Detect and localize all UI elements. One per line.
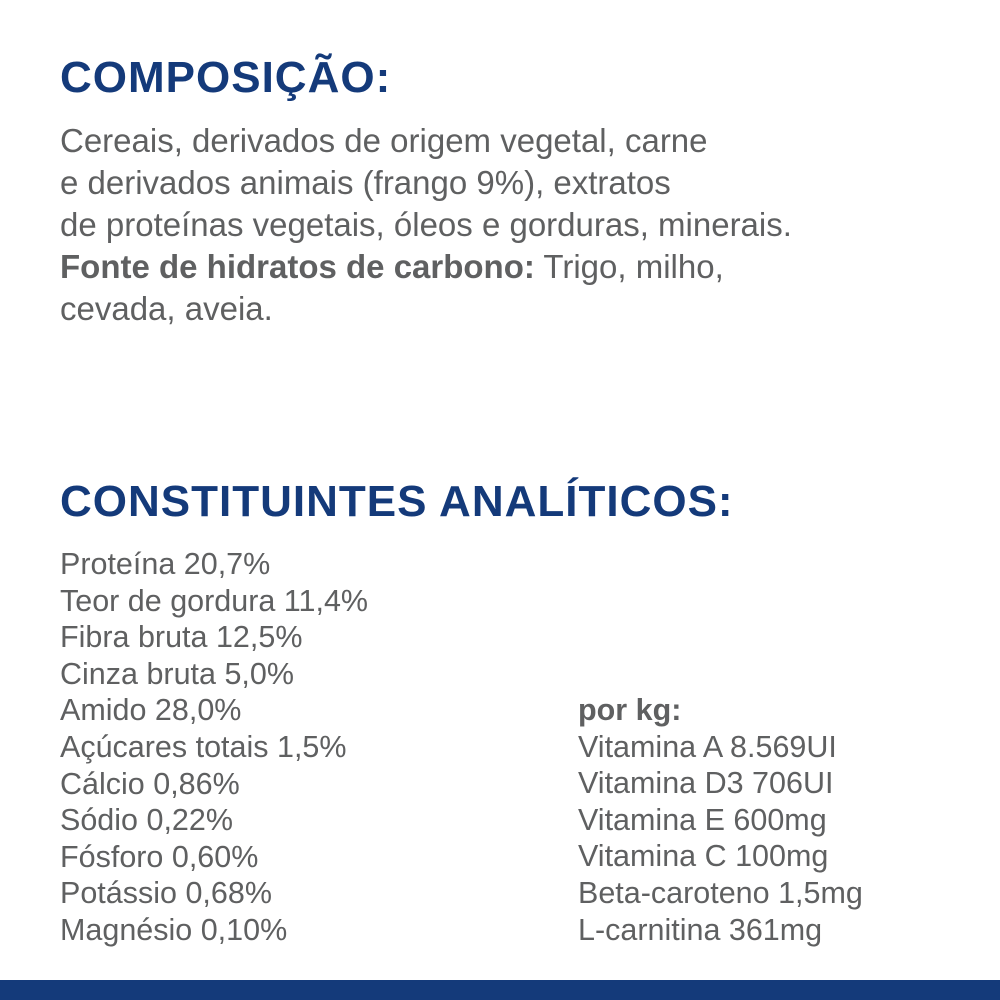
analytical-item: Amido 28,0% [60,693,242,728]
per-kg-item: Beta-caroteno 1,5mg [578,875,863,910]
carb-source-label: Fonte de hidratos de carbono: [60,248,535,285]
analytical-item: Potássio 0,68% [60,876,272,911]
composition-text [60,120,960,330]
carb-source-value-continued: cevada, aveia. [60,290,273,327]
composition-line: Cereais, derivados de origem vegetal, carne [60,122,708,159]
analytical-item: Fibra bruta 12,5% [60,620,303,655]
per-kg-label: por kg: [578,693,682,727]
carb-source-value: Trigo, milho, [534,248,724,285]
analytical-constituents-heading: CONSTITUINTES ANALÍTICOS: [60,477,734,526]
per-kg-item: Vitamina D3 706UI [578,766,834,801]
analytical-item: Teor de gordura 11,4% [60,583,369,618]
analytical-item: Proteína 20,7% [60,547,271,581]
per-kg-item: L-carnitina 361mg [578,912,823,947]
per-kg-item: Vitamina E 600mg [578,802,827,837]
composition-heading: COMPOSIÇÃO: [60,53,392,102]
composition-line: de proteínas vegetais, óleos e gorduras, minerais. [60,206,792,243]
per-kg-item: Vitamina C 100mg [578,839,829,874]
composition-line: e derivados animais (frango 9%), extratos [60,164,671,201]
analytical-item: Açúcares totais 1,5% [60,729,347,764]
per-kg-list [578,692,863,948]
analytical-item: Fósforo 0,60% [60,839,259,874]
analytical-constituents-list [60,546,368,949]
analytical-item: Magnésio 0,10% [60,912,288,947]
bottom-accent-bar [0,980,1000,1000]
analytical-item: Cinza bruta 5,0% [60,656,294,691]
per-kg-item: Vitamina A 8.569UI [578,729,837,764]
analytical-item: Cálcio 0,86% [60,766,240,801]
carb-source-line [60,246,960,288]
analytical-item: Sódio 0,22% [60,803,233,838]
